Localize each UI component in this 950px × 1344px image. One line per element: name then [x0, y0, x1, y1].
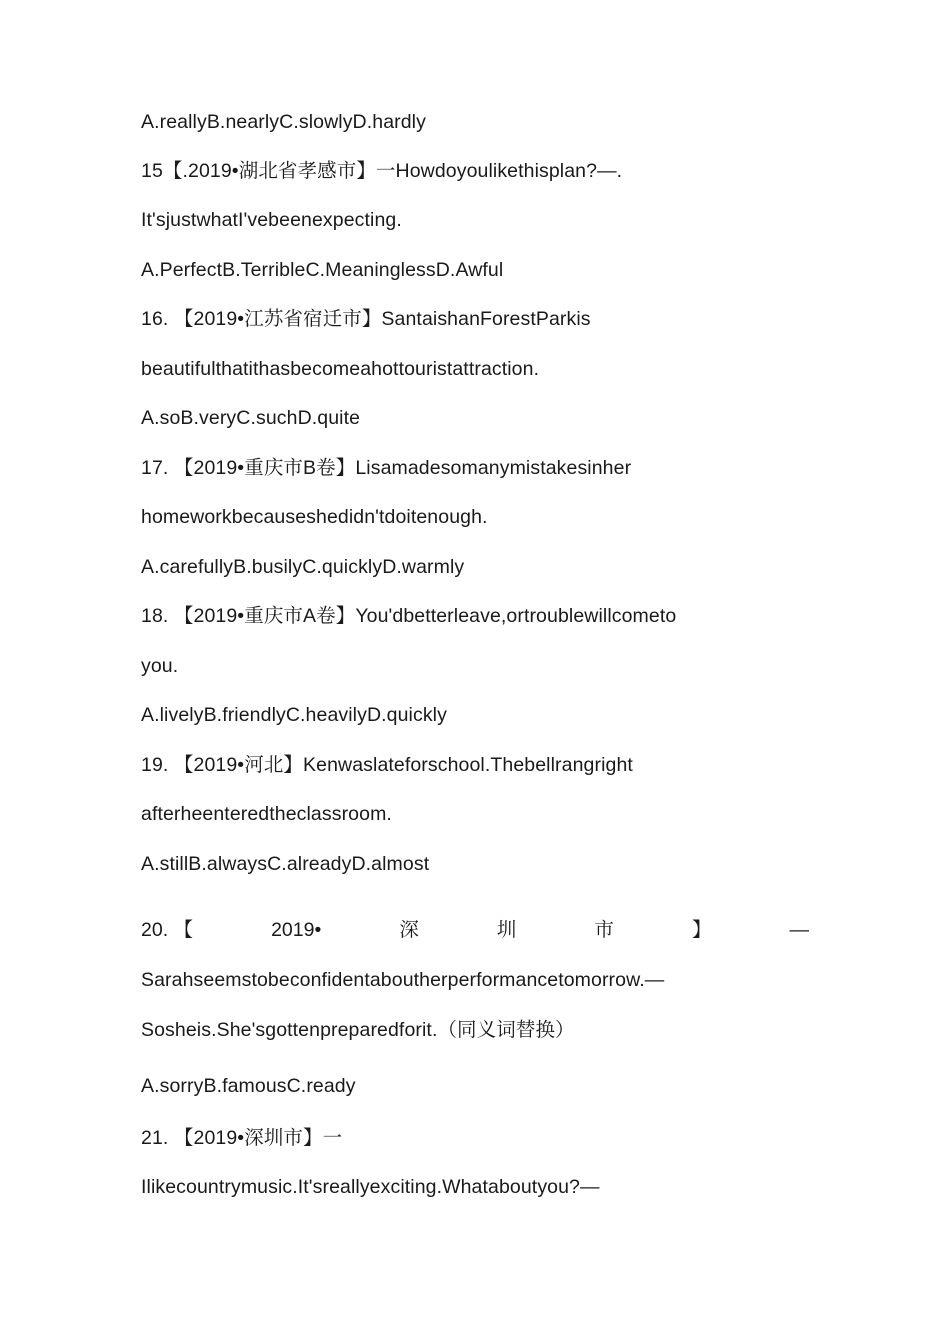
q20-city-char-2: 圳 [496, 919, 517, 941]
q18-question-cont: you. [141, 655, 179, 677]
q16-question: 16. 【2019•江苏省宿迁市】SantaishanForestParkis [141, 308, 591, 330]
q18-options: A.livelyB.friendlyC.heavilyD.quickly [141, 704, 447, 726]
q20-city-char-3: 市 [594, 919, 614, 941]
q20-city-char-1: 深 [399, 919, 419, 941]
q18-question: 18. 【2019•重庆市A卷】You'dbetterleave,ortroublewillcometo [141, 605, 677, 627]
q21-question: 21. 【2019•深圳市】一 [141, 1127, 343, 1149]
q20-dash: — [789, 919, 809, 941]
q14-options: A.reallyB.nearlyC.slowlyD.hardly [141, 111, 426, 133]
q21-question-cont: Ilikecountrymusic.It'sreallyexciting.Whataboutyou?— [141, 1176, 600, 1198]
q17-question: 17. 【2019•重庆市B卷】Lisamadesomanymistakesinher [141, 457, 632, 479]
q19-question-cont: afterheenteredtheclassroom. [141, 803, 392, 825]
q19-question: 19. 【2019•河北】Kenwaslateforschool.Thebellrangright [141, 754, 633, 776]
q20-question-cont: Sosheis.She'sgottenpreparedforit.（同义词替换） [141, 1019, 575, 1041]
q16-options: A.soB.veryC.suchD.quite [141, 407, 361, 429]
q15-question: 15【.2019•湖北省孝感市】一Howdoyoulikethisplan?—. [141, 160, 623, 182]
q20-year: 2019• [271, 919, 322, 941]
q15-options: A.PerfectB.TerribleC.MeaninglessD.Awful [141, 259, 504, 281]
q20-bracket-close: 】 [691, 919, 712, 941]
q17-question-cont: homeworkbecauseshedidn'tdoitenough. [141, 506, 488, 528]
q15-question-cont: It'sjustwhatI'vebeenexpecting. [141, 209, 402, 231]
q20-question: Sarahseemstobeconfidentaboutherperformancetomorrow.— [141, 969, 665, 991]
q20-number: 20. 【 [141, 919, 194, 941]
q20-options: A.sorryB.famousC.ready [141, 1075, 356, 1097]
q17-options: A.carefullyB.busilyC.quicklyD.warmly [141, 556, 465, 578]
q20-header [141, 918, 809, 942]
q19-options: A.stillB.alwaysC.alreadyD.almost [141, 853, 430, 875]
q16-question-cont: beautifulthatithasbecomeahottouristattraction. [141, 358, 540, 380]
